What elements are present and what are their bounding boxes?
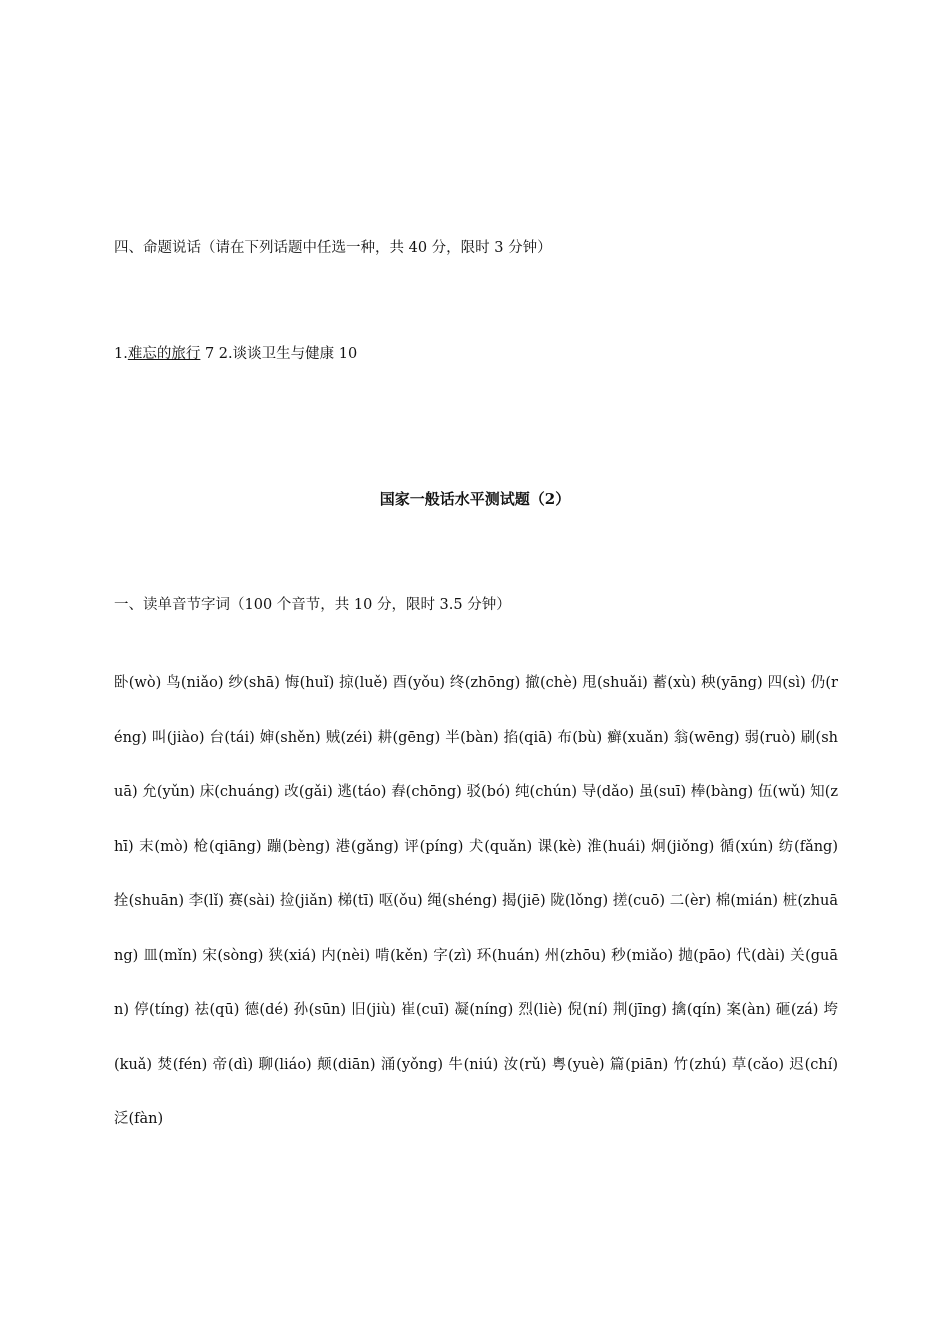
topics-rest: 7 2.谈谈卫生与健康 10 <box>200 346 358 362</box>
exam-title: 国家一般话水平测试题（2） <box>379 490 571 508</box>
topic1-underlined: 难忘的旅行 <box>127 346 201 362</box>
section1-heading: 一、读单音节字词（100 个音节，共 10 分，限时 3.5 分钟） <box>114 597 511 613</box>
syllable-word-list: 卧(wò) 鸟(niǎo) 纱(shā) 悔(huǐ) 掠(luě) 酉(yǒu) 终(zhōng) 撤(chè) 甩(shuǎi) 蓄(xù) 秧(yāng) 四(sì) 仍(réng) 叫(jiào) 台(tái) 婶(shěn) 贼(zéi) 耕(gēng) 半(bàn) 掐(qiā) 布(bù) 癣(xuǎn) 翁(wēng) 弱(ruò) 刷(shuā) 允(yǔn) 床(chuáng) 改(gǎi) 逃(táo) 舂(chōng) 驳(bó) 纯(chún) 导(dǎo) 虽(suī) 棒(bàng) 伍(wǔ) 知(zhī) 末(mò) 枪(qiāng) 蹦(bèng) 港(gǎng) 评(píng) 犬(quǎn) 课(kè) 淮(huái) 炯(jiǒng) 循(xún) 纺(fǎng) 拴(shuān) 李(lǐ) 赛(sài) 捡(jiǎn) 梯(tī) 呕(ǒu) 绳(shéng) 揭(jiē) 陇(lǒng) 搓(cuō) 二(èr) 棉(mián) 桩(zhuāng) 皿(mǐn) 宋(sòng) 狭(xiá) 内(nèi) 啃(kěn) 字(zì) 环(huán) 州(zhōu) 秒(miǎo) 抛(pāo) 代(dài) 关(guān) 停(tíng) 祛(qū) 德(dé) 孙(sūn) 旧(jiù) 崔(cuī) 凝(níng) 烈(liè) 倪(ní) 荆(jīng) 擒(qín) 案(àn) 砸(zá) 垮(kuǎ) 焚(fén) 帝(dì) 聊(liáo) 颠(diān) 涌(yǒng) 牛(niú) 汝(rǔ) 粤(yuè) 篇(piān) 竹(zhú) 草(cǎo) 迟(chí) 泛(fàn) <box>114 675 838 1127</box>
section4-heading: 四、命题说话（请在下列话题中任选一种，共 40 分，限时 3 分钟） <box>114 240 552 256</box>
topics-line <box>114 344 357 364</box>
topics-prefix: 1. <box>114 346 128 362</box>
